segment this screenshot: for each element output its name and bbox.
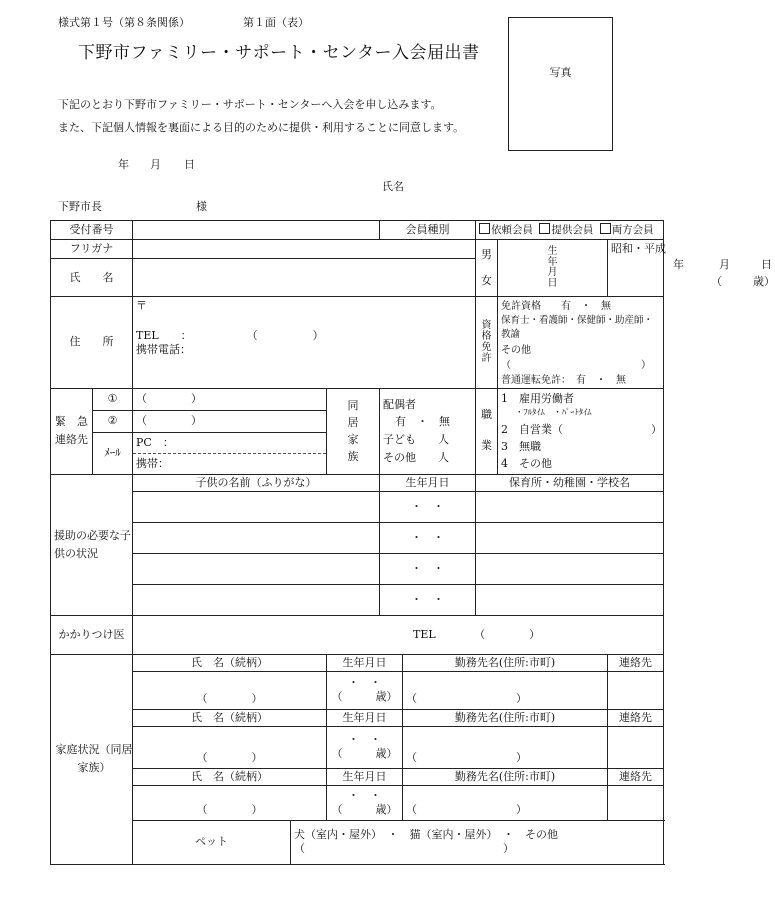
address-label: 住 所 [51, 297, 133, 389]
spouse-yn: 有 ・ 無 [395, 415, 450, 429]
family-3-name-header: 氏 名（続柄） [133, 768, 327, 785]
emergency-2-number: ② [93, 410, 133, 432]
family-2-contact[interactable] [608, 726, 664, 768]
child-4-school[interactable] [476, 584, 664, 615]
doctor-label: かかりつけ医 [51, 615, 133, 654]
job-4: 4 その他 [501, 456, 552, 470]
pc-mail: PC ： [133, 433, 326, 454]
qualification-field[interactable] [498, 297, 664, 389]
birth-year-label: 年 [673, 258, 684, 271]
type-both-label: 両方会員 [611, 223, 654, 236]
gender-female: 女 [481, 274, 492, 287]
family-3-birth[interactable]: ・ ・ （ 歳） [327, 785, 403, 820]
family-1-contact-header: 連絡先 [608, 654, 664, 671]
date-day-label: 日 [184, 158, 195, 171]
type-both-checkbox[interactable] [600, 223, 611, 234]
furigana-field[interactable] [133, 240, 476, 259]
family-3-work[interactable]: （ ） [403, 785, 608, 820]
family-2-work-header: 勤務先名(住所:市町) [403, 709, 608, 726]
child-3-name[interactable] [133, 553, 380, 584]
age-close-label: 歳） [753, 275, 775, 288]
family-2-name[interactable]: （ ） [133, 726, 327, 768]
family-2-name-header: 氏 名（続柄） [133, 709, 327, 726]
member-type-options [476, 221, 664, 240]
postal-mark: 〒 [136, 299, 147, 312]
furigana-label: フリガナ [51, 240, 133, 259]
doctor-field[interactable] [133, 615, 664, 654]
child-4-name[interactable] [133, 584, 380, 615]
emergency-1-field[interactable]: （ ） [133, 388, 327, 410]
page-side-label: 第１面（表） [243, 16, 309, 29]
driver-license: 普通運転免許： 有 ・ 無 [501, 374, 626, 386]
intro-line-2: また、下記個人情報を裏面による目的のために提供・利用することに同意します。 [58, 121, 465, 134]
type-provider-label: 提供会員 [551, 223, 594, 236]
birth-day-label: 日 [761, 258, 772, 271]
family-2-work[interactable]: （ ） [403, 726, 608, 768]
birthdate-label: 生 年 月 日 [498, 240, 608, 297]
family-1-work[interactable]: （ ） [403, 671, 608, 709]
pet-options: 犬（室内・屋外） ・ 猫（室内・屋外） ・ その他（ ） [294, 828, 558, 855]
type-provider-checkbox[interactable] [539, 223, 550, 234]
photo-box [508, 17, 613, 151]
family-1-work-header: 勤務先名(住所:市町) [403, 654, 608, 671]
reception-number-label: 受付番号 [51, 221, 133, 240]
child-name-header: 子供の名前（ふりがな） [133, 474, 380, 491]
emergency-1-number: ① [93, 388, 133, 410]
child-1-name[interactable] [133, 491, 380, 522]
form-title: 下野市ファミリー・サポート・センター入会届出書 [78, 43, 480, 63]
job-3: 3 無職 [501, 439, 541, 453]
birth-month-label: 月 [719, 258, 730, 271]
license-types: 保育士・看護師・保健師・助産師・教諭 [501, 315, 654, 341]
job-1: 1 雇用労働者 [501, 392, 574, 406]
reception-number-field[interactable] [133, 221, 380, 240]
emergency-2-field[interactable]: （ ） [133, 410, 327, 432]
child-2-birth[interactable]: ・ ・ [380, 522, 476, 553]
family-1-contact[interactable] [608, 671, 664, 709]
date-year-label: 年 [118, 158, 129, 171]
application-form-table [50, 220, 775, 865]
birthdate-field[interactable] [608, 240, 775, 297]
family-2-birth[interactable]: ・ ・ （ 歳） [327, 726, 403, 768]
qualification-label: 資 格 免 許 [476, 297, 498, 389]
child-3-birth[interactable]: ・ ・ [380, 553, 476, 584]
family-1-name-header: 氏 名（続柄） [133, 654, 327, 671]
type-requester-checkbox[interactable] [479, 223, 490, 234]
job-1-sub: ・ﾌﾙﾀｲﾑ ・ﾊﾟｰﾄﾀｲﾑ [515, 408, 592, 419]
children-count: 子ども 人 [383, 433, 449, 446]
family-3-work-header: 勤務先名(住所:市町) [403, 768, 608, 785]
address-field[interactable] [133, 297, 476, 389]
era-label: 昭和・平成 [611, 242, 666, 255]
name-label: 氏 名 [51, 259, 133, 297]
job-2: 2 自営業（ ） [501, 422, 662, 436]
gender-male: 男 [481, 248, 492, 262]
child-2-school[interactable] [476, 522, 664, 553]
license-line: 免許資格 有 ・ 無 [501, 301, 611, 312]
family-1-birth[interactable]: ・ ・ （ 歳） [327, 671, 403, 709]
name-field[interactable] [133, 259, 476, 297]
child-birth-header: 生年月日 [380, 474, 476, 491]
family-3-birth-header: 生年月日 [327, 768, 403, 785]
family-1-name[interactable]: （ ） [133, 671, 327, 709]
tel-field: TEL ： （ ） [136, 328, 324, 342]
family-3-name[interactable]: （ ） [133, 785, 327, 820]
gender-cell[interactable] [476, 240, 498, 297]
intro-line-1: 下記のとおり下野市ファミリー・サポート・センターへ入会を申し込みます。 [58, 98, 442, 111]
addressee: 下野市長 [58, 200, 102, 213]
mail-label: ﾒｰﾙ [93, 432, 133, 474]
spouse-label: 配偶者 [383, 397, 416, 411]
pet-label: ペット [133, 820, 291, 864]
mail-field[interactable] [133, 432, 327, 474]
doctor-tel: TEL （ ） [413, 627, 541, 641]
child-school-header: 保育所・幼稚園・学校名 [476, 474, 664, 491]
children-label: 援助の必要な子供の状況 [51, 474, 133, 615]
family-label: 同 居 家 族 [327, 388, 380, 474]
family-2-contact-header: 連絡先 [608, 709, 664, 726]
child-1-birth[interactable]: ・ ・ [380, 491, 476, 522]
family-field[interactable] [380, 388, 476, 474]
family-3-contact[interactable] [608, 785, 664, 820]
applicant-name-label: 氏名 [382, 180, 404, 193]
mobile-mail: 携帯： [136, 456, 169, 470]
others-count: その他 人 [383, 450, 449, 464]
child-3-school[interactable] [476, 553, 664, 584]
form-number: 様式第１号（第８条関係） [58, 16, 190, 29]
pet-field[interactable] [291, 820, 664, 864]
child-1-school[interactable] [476, 491, 664, 522]
family-2-birth-header: 生年月日 [327, 709, 403, 726]
family-situation-label: 家庭状況（同居家族） [51, 654, 133, 864]
job-label: 職 業 [476, 388, 498, 474]
child-2-name[interactable] [133, 522, 380, 553]
emergency-label: 緊 急連絡先 [51, 388, 93, 474]
member-type-label: 会員種別 [380, 221, 476, 240]
addressee-honorific: 様 [196, 200, 207, 213]
mobile-field: 携帯電話： [136, 342, 191, 356]
photo-label: 写真 [549, 66, 572, 79]
date-month-label: 月 [150, 158, 161, 171]
family-3-contact-header: 連絡先 [608, 768, 664, 785]
type-requester-label: 依頼会員 [491, 223, 533, 236]
family-1-birth-header: 生年月日 [327, 654, 403, 671]
age-open-label: （ [711, 275, 722, 288]
license-other: その他（ ） [501, 344, 651, 371]
job-field[interactable] [498, 388, 664, 474]
child-4-birth[interactable]: ・ ・ [380, 584, 476, 615]
